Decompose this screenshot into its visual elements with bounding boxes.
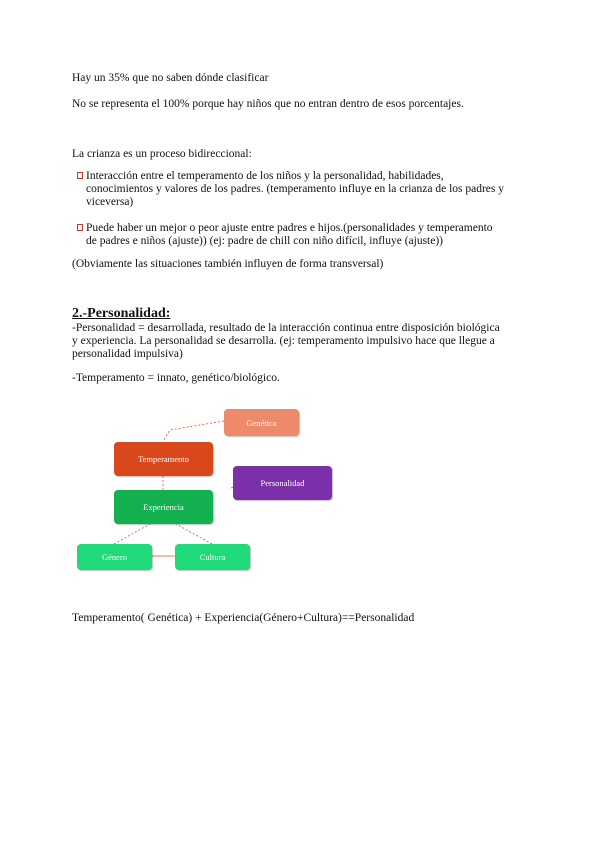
bullet-1-line-1: Interacción entre el temperamento de los niños y la personalidad, habilidades, — [86, 170, 444, 182]
node-cultura-label: Cultura — [199, 552, 226, 562]
crianza-heading: La crianza es un proceso bidireccional: — [72, 148, 252, 160]
temperamento-def: -Temperamento = innato, genético/biológico. — [72, 372, 280, 384]
node-genetica-label: Genética — [246, 417, 277, 428]
link-genetica-temperamento — [163, 421, 224, 441]
node-genetica — [224, 409, 299, 436]
intro-line-1: Hay un 35% que no saben dónde clasificar — [72, 72, 269, 84]
node-personalidad-label: Personalidad — [260, 478, 305, 488]
node-genero-label: Género — [101, 552, 127, 562]
node-cultura — [175, 544, 250, 570]
bullet-1-line-3: viceversa) — [86, 196, 134, 208]
node-experiencia — [114, 490, 213, 524]
crianza-note: (Obviamente las situaciones también influyen de forma transversal) — [72, 258, 384, 270]
personalidad-def-line-1: -Personalidad = desarrollada, resultado de la interacción continua entre disposición biológica — [72, 322, 500, 334]
link-genero-experiencia — [114, 524, 150, 544]
node-experiencia-label: Experiencia — [143, 502, 184, 512]
section-title-personalidad: 2.-Personalidad: — [72, 306, 171, 321]
bullet-1-line-2: conocimientos y valores de los padres. (temperamento influye en la crianza de los padres y — [86, 183, 505, 195]
personalidad-def-line-3: personalidad impulsiva) — [72, 348, 183, 360]
bullet-2-line-1: Puede haber un mejor o peor ajuste entre padres e hijos.(personalidades y temperamento — [86, 222, 493, 234]
node-temperamento — [114, 442, 213, 476]
node-genero — [77, 544, 152, 570]
formula: Temperamento( Genética) + Experiencia(Género+Cultura)==Personalidad — [72, 612, 415, 624]
link-cultura-experiencia — [176, 524, 212, 544]
node-personalidad — [233, 466, 332, 500]
intro-line-2: No se representa el 100% porque hay niños que no entran dentro de esos porcentajes. — [72, 98, 464, 110]
personalidad-def-line-2: y experiencia. La personalidad se desarrolla. (ej: temperamento impulsivo hace que llegue a — [72, 335, 495, 347]
bullet-2-line-2: de padres e niños (ajuste)) (ej: padre de chill con niño difícil, influye (ajuste)) — [86, 235, 444, 247]
node-temperamento-label: Temperamento — [138, 454, 189, 464]
